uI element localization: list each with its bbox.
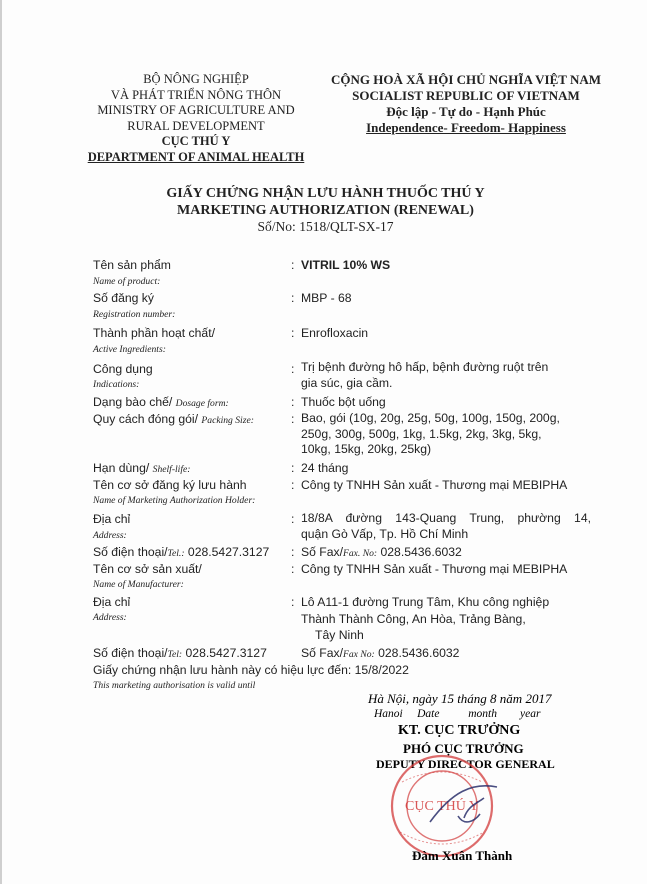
packing-line-2: 250g, 300g, 500g, 1kg, 1.5kg, 2kg, 3kg, 5kg, bbox=[301, 426, 542, 441]
label-fax-manufacturer: Số Fax/ bbox=[301, 646, 343, 660]
ministry-en-2: RURAL DEVELOPMENT bbox=[127, 118, 265, 133]
ministry-vn-1: BỘ NÔNG NGHIỆP bbox=[143, 72, 249, 86]
fax-holder bbox=[301, 545, 462, 562]
sub-reg-no: Registration number: bbox=[93, 309, 176, 320]
signer-title-2: PHÓ CỤC TRƯỞNG bbox=[403, 741, 524, 756]
label-manufacturer: Tên cơ sở sản xuất/ bbox=[93, 562, 202, 576]
label-phone-holder: Số điện thoại/ bbox=[93, 545, 168, 559]
doc-title-vn: GIẤY CHỨNG NHẬN LƯU HÀNH THUỐC THÚ Y bbox=[166, 186, 485, 201]
colon: : bbox=[291, 545, 295, 559]
issuer-block bbox=[80, 72, 312, 165]
colon: : bbox=[291, 595, 295, 609]
doc-number-label: Số/No: bbox=[257, 219, 296, 234]
fax-manufacturer bbox=[301, 646, 459, 663]
value-validity: 15/8/2022 bbox=[354, 663, 409, 677]
indications-line-1: Trị bệnh đường hô hấp, bệnh đường ruột trên bbox=[301, 360, 549, 374]
sub-address-holder: Address: bbox=[93, 530, 127, 541]
sub-fax-holder: Fax. No: bbox=[343, 548, 378, 559]
sub-validity: This marketing authorisation is valid until bbox=[93, 680, 256, 691]
label-shelf-life-vn: Hạn dùng/ bbox=[93, 461, 150, 475]
official-stamp-icon bbox=[372, 752, 512, 862]
label-fax-holder: Số Fax/ bbox=[301, 545, 343, 559]
value-product-name: VITRIL 10% WS bbox=[301, 258, 391, 272]
motto-en: Independence- Freedom- Happiness bbox=[366, 120, 566, 135]
label-dosage bbox=[93, 395, 229, 409]
signer-name: Đàm Xuân Thành bbox=[412, 848, 513, 863]
sub-holder: Name of Marketing Authorization Holder: bbox=[93, 495, 256, 506]
republic-en: SOCIALIST REPUBLIC OF VIETNAM bbox=[352, 88, 580, 103]
colon: : bbox=[291, 461, 295, 475]
signer-title-3: DEPUTY DIRECTOR GENERAL bbox=[376, 757, 555, 771]
sub-phone-manufacturer: Tel: bbox=[167, 649, 183, 660]
value-address-holder bbox=[301, 511, 591, 542]
label-phone-manufacturer: Số điện thoại/ bbox=[93, 646, 168, 660]
address-manufacturer-line-2: Thành Thành Công, An Hòa, Trảng Bàng, bbox=[301, 611, 526, 626]
label-address-holder: Địa chỉ bbox=[93, 512, 131, 526]
colon: : bbox=[291, 362, 295, 376]
value-address-manufacturer bbox=[301, 594, 549, 644]
label-shelf-life bbox=[93, 461, 190, 475]
sub-shelf-life: Shelf-life: bbox=[152, 464, 191, 475]
value-reg-no: MBP - 68 bbox=[301, 291, 352, 305]
packing-line-3: 10kg, 15kg, 20kg, 25kg) bbox=[301, 442, 432, 457]
label-packing bbox=[93, 412, 254, 426]
value-indications bbox=[301, 360, 548, 391]
sub-product-name: Name of product: bbox=[93, 276, 161, 287]
label-product-name: Tên sản phẩm bbox=[93, 258, 171, 272]
value-ingredients: Enrofloxacin bbox=[301, 326, 369, 340]
label-indications: Công dụng bbox=[93, 362, 153, 376]
signer-title-1: KT. CỤC TRƯỞNG bbox=[398, 723, 521, 738]
label-validity: Giấy chứng nhận lưu hành này có hiệu lực đến: bbox=[93, 663, 352, 677]
sub-phone-holder: Tel.: bbox=[167, 548, 185, 559]
colon: : bbox=[291, 326, 295, 340]
label-holder: Tên cơ sở đăng ký lưu hành bbox=[93, 478, 247, 492]
ministry-en-1: MINISTRY OF AGRICULTURE AND bbox=[97, 103, 295, 117]
sub-fax-manufacturer: Fax No: bbox=[343, 649, 375, 660]
signing-date-en: Hanoi Date month year bbox=[374, 708, 541, 720]
label-address-manufacturer: Địa chỉ bbox=[93, 595, 131, 609]
department-vn: CỤC THÚ Y bbox=[161, 134, 231, 148]
sub-manufacturer: Name of Manufacturer: bbox=[93, 579, 184, 590]
stamp-text: CỤC THÚ Y bbox=[405, 799, 479, 814]
colon: : bbox=[291, 562, 295, 576]
colon: : bbox=[291, 512, 295, 526]
motto-vn: Độc lập - Tự do - Hạnh Phúc bbox=[386, 104, 546, 119]
phone-holder bbox=[93, 545, 269, 559]
address-holder-line-2: quận Gò Vấp, Tp. Hồ Chí Minh bbox=[301, 526, 469, 541]
sub-dosage: Dosage form: bbox=[175, 398, 229, 409]
colon: : bbox=[291, 395, 295, 409]
colon: : bbox=[291, 478, 295, 492]
doc-title-en: MARKETING AUTHORIZATION (RENEWAL) bbox=[177, 203, 474, 218]
colon: : bbox=[291, 412, 295, 426]
national-motto-block bbox=[302, 72, 630, 136]
packing-line-1: Bao, gói (10g, 20g, 25g, 50g, 100g, 150g, 200g, bbox=[301, 411, 560, 425]
indications-line-2: gia súc, gia cầm. bbox=[301, 375, 393, 390]
value-packing bbox=[301, 411, 560, 458]
value-shelf-life: 24 tháng bbox=[301, 461, 349, 475]
sub-packing: Packing Size: bbox=[201, 415, 254, 426]
address-holder-line-1: 18/8A đường 143-Quang Trung, phường 14, bbox=[301, 511, 591, 525]
value-fax-manufacturer: 028.5436.6032 bbox=[378, 646, 460, 660]
department-en: DEPARTMENT OF ANIMAL HEALTH bbox=[87, 149, 305, 164]
value-fax-holder: 028.5436.6032 bbox=[380, 545, 462, 559]
value-holder: Công ty TNHH Sản xuất - Thương mại MEBIPHA bbox=[301, 478, 568, 492]
doc-number bbox=[2, 219, 647, 235]
republic-vn: CỘNG HOÀ XÃ HỘI CHỦ NGHĨA VIỆT NAM bbox=[330, 72, 602, 87]
ministry-vn-2: VÀ PHÁT TRIỂN NÔNG THÔN bbox=[110, 87, 282, 102]
address-manufacturer-line-3: Tây Ninh bbox=[315, 628, 364, 642]
sub-address-manufacturer: Address: bbox=[93, 612, 127, 623]
address-manufacturer-line-1: Lô A11-1 đường Trung Tâm, Khu công nghiệp bbox=[301, 595, 550, 609]
label-dosage-vn: Dạng bào chế/ bbox=[93, 395, 173, 409]
sub-indications: Indications: bbox=[93, 379, 140, 390]
label-reg-no: Số đăng ký bbox=[93, 291, 154, 305]
label-packing-vn: Quy cách đóng gói/ bbox=[93, 412, 199, 426]
phone-manufacturer bbox=[93, 646, 267, 660]
label-ingredients: Thành phần hoạt chất/ bbox=[93, 326, 215, 340]
sub-ingredients: Active Ingredients: bbox=[93, 344, 166, 355]
value-phone-manufacturer: 028.5427.3127 bbox=[185, 646, 267, 660]
value-manufacturer: Công ty TNHH Sản xuất - Thương mại MEBIPHA bbox=[301, 562, 568, 576]
colon: : bbox=[291, 258, 295, 272]
validity bbox=[93, 663, 409, 677]
value-dosage: Thuốc bột uống bbox=[301, 395, 386, 409]
colon: : bbox=[291, 291, 295, 305]
doc-number-value: 1518/QLT-SX-17 bbox=[299, 219, 394, 234]
signing-date-vn: Hà Nội, ngày 15 tháng 8 năm 2017 bbox=[368, 691, 552, 706]
value-phone-holder: 028.5427.3127 bbox=[187, 545, 270, 559]
